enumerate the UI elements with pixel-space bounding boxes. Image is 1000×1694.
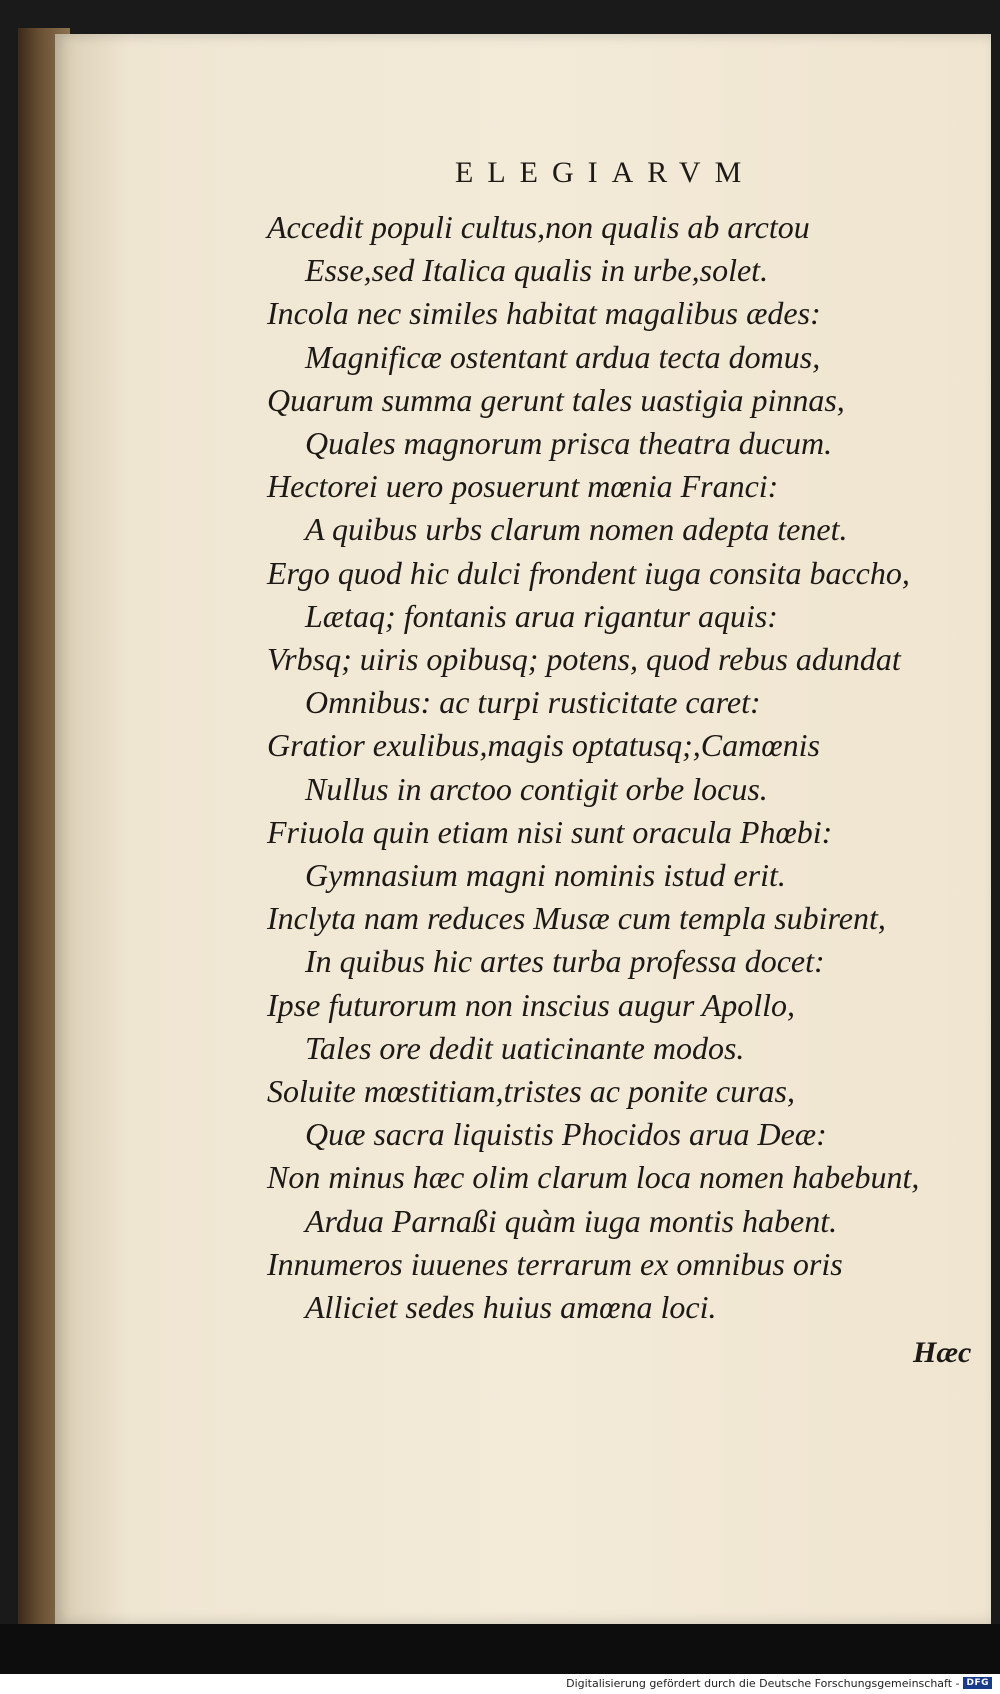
hexameter-line: Soluite mœstitiam,tristes ac ponite curas,: [267, 1073, 795, 1109]
hexameter-line: Inclyta nam reduces Musæ cum templa subirent,: [267, 900, 886, 937]
scan-bottom-band: [0, 1624, 1000, 1674]
hexameter-line: Hectorei uero posuerunt mœnia Franci:: [267, 468, 779, 505]
hexameter-line: Friuola quin etiam nisi sunt oracula Phœbi:: [267, 813, 833, 850]
pentameter-line: Alliciet sedes huius amœna loci.: [305, 1289, 717, 1325]
pentameter-line: Quales magnorum prisca theatra ducum.: [305, 425, 833, 461]
pentameter-line: In quibus hic artes turba professa docet:: [305, 943, 825, 980]
hexameter-line: Ipse futurorum non inscius augur Apollo,: [267, 986, 796, 1023]
hexameter-line: Gratior exulibus,magis optatusq;,Camœnis: [267, 727, 820, 764]
running-header: ELEGIARVM: [455, 156, 756, 189]
hexameter-line: Accedit populi cultus,non qualis ab arctoи: [267, 209, 810, 245]
pentameter-line: Quæ sacra liquistis Phocidos arua Deæ:: [305, 1116, 827, 1153]
hexameter-line: Quarum summa gerunt tales uastigia pinnas,: [267, 381, 845, 418]
catchword: Hæc: [913, 1336, 972, 1369]
hexameter-line: Non minus hæc olim clarum loca nomen habebunt,: [267, 1159, 920, 1196]
footer-bar: [0, 1674, 1000, 1694]
pentameter-line: Gymnasium magni nominis istud erit.: [305, 857, 786, 893]
hexameter-line: Incola nec similes habitat magalibus ædes:: [267, 295, 821, 332]
hexameter-line: Vrbsq; uiris opibusq; potens, quod rebus adundat: [267, 641, 901, 677]
dfg-logo: DFG: [963, 1677, 992, 1689]
book-page: [55, 34, 991, 1624]
pentameter-line: Omnibus: ac turpi rusticitate caret:: [305, 684, 761, 721]
pentameter-line: Lætaq; fontanis arua rigantur aquis:: [305, 597, 778, 634]
pentameter-line: Ardua Parnaßi quàm iuga montis habent.: [305, 1202, 838, 1239]
footer-text: Digitalisierung gefördert durch die Deutsche Forschungsgemeinschaft -: [566, 1676, 960, 1690]
pentameter-line: A quibus urbs clarum nomen adepta tenet.: [305, 511, 848, 548]
pentameter-line: Magnificæ ostentant ardua tecta domus,: [305, 338, 821, 375]
pentameter-line: Tales ore dedit uaticinante modos.: [305, 1029, 745, 1066]
pentameter-line: Nullus in arctoo contigit orbe locus.: [305, 770, 768, 807]
pentameter-line: Esse,sed Italica qualis in urbe,solet.: [305, 252, 769, 289]
digitization-credit: [564, 1674, 994, 1692]
hexameter-line: Ergo quod hic dulci frondent iuga consita baccho,: [267, 554, 910, 591]
hexameter-line: Innumeros iuuenes terrarum ex omnibus oris: [267, 1245, 843, 1282]
